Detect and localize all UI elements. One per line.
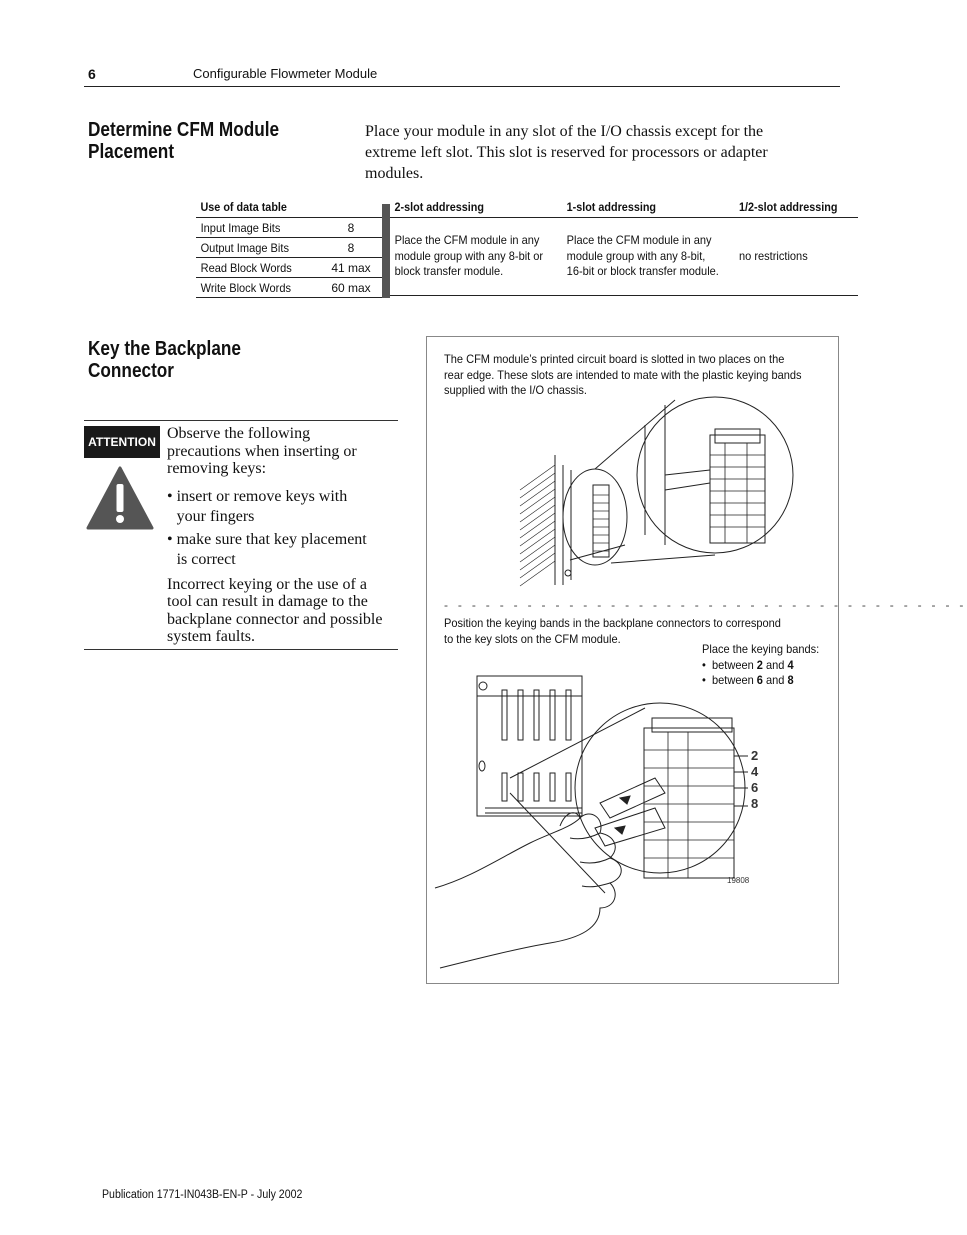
placement-para-line: modules. — [365, 165, 424, 182]
keying-bands-title: Place the keying bands: — [702, 642, 820, 656]
attention-text — [167, 425, 403, 646]
cell-line: module group with any 8-bit or — [394, 248, 544, 263]
position-number: 6 — [751, 780, 759, 795]
backplane-heading — [88, 338, 241, 382]
cell-line: block transfer module. — [394, 264, 504, 279]
connector-position-numbers — [751, 748, 758, 812]
row-label: Write Block Words — [200, 280, 291, 295]
backplane-heading-line1: Key the Backplane — [88, 338, 241, 360]
cell-1slot — [563, 233, 725, 280]
table-row — [196, 218, 382, 238]
cell-line: Place the CFM module in any — [394, 233, 540, 248]
col-1slot-header: 1-slot addressing — [566, 200, 656, 214]
col-halfslot-header: 1/2-slot addressing — [739, 200, 838, 214]
row-value: 8 — [347, 220, 355, 235]
cell-2slot — [390, 233, 549, 280]
caption-line: The CFM module’s printed circuit board is slotted in two places on the — [444, 352, 785, 366]
figure-caption-top — [444, 352, 802, 399]
figure-id: 19808 — [727, 876, 750, 885]
attention-line: make sure that key placement — [176, 530, 367, 548]
cell-line: module group with any 8-bit, — [566, 248, 705, 263]
attention-bottom-rule — [84, 649, 398, 650]
cell-line: Place the CFM module in any — [566, 233, 712, 248]
attention-line: is correct — [176, 551, 236, 568]
publication-footer: Publication 1771-IN043B-EN-P - July 2002 — [102, 1189, 303, 1201]
attention-badge: ATTENTION — [84, 426, 160, 458]
cell-halfslot: no restrictions — [739, 248, 808, 263]
keying-band-item: • between 2 and 4 — [702, 657, 794, 672]
row-value: 8 — [347, 240, 355, 255]
caption-line: rear edge. These slots are intended to mate with the plastic keying bands — [444, 367, 802, 382]
attention-line: backplane connector and possible — [167, 610, 383, 628]
keying-band-insertion-illustration — [430, 668, 770, 980]
warning-triangle-icon — [86, 466, 154, 530]
caption-line: Position the keying bands in the backplane connectors to correspond — [444, 616, 781, 630]
table-row — [196, 238, 382, 258]
placement-heading — [88, 119, 279, 163]
position-number: 4 — [751, 764, 759, 779]
attention-line: Incorrect keying or the use of a — [167, 575, 367, 593]
table-row — [196, 278, 382, 298]
backplane-heading-line2: Connector — [88, 360, 174, 382]
bullet-dot-icon: • — [167, 530, 173, 548]
caption-line: supplied with the I/O chassis. — [444, 383, 587, 397]
page-number: 6 — [88, 66, 96, 82]
attention-line: insert or remove keys with — [176, 487, 348, 505]
attention-line: precautions when inserting or — [167, 442, 357, 460]
attention-line: removing keys: — [167, 460, 267, 477]
row-label: Input Image Bits — [200, 220, 281, 235]
cell-line: 16-bit or block transfer module. — [566, 264, 719, 279]
attention-line: tool can result in damage to the — [167, 593, 368, 610]
attention-line: Observe the following — [167, 425, 311, 442]
running-header-title: Configurable Flowmeter Module — [193, 66, 378, 81]
table-separator-bar — [382, 204, 390, 298]
row-value: 60 max — [331, 280, 371, 295]
attention-line: your fingers — [176, 508, 255, 525]
attention-bullet — [167, 531, 403, 569]
header-rule — [84, 86, 840, 87]
module-slot-illustration — [515, 395, 785, 595]
placement-paragraph — [365, 121, 768, 184]
position-number: 2 — [751, 748, 759, 763]
keying-band-item: • between 6 and 8 — [702, 673, 794, 687]
placement-heading-line2: Placement — [88, 141, 175, 163]
placement-para-line: Place your module in any slot of the I/O chassis except for the — [365, 123, 764, 140]
col-2slot-header: 2-slot addressing — [394, 200, 484, 214]
caption-line: to the key slots on the CFM module. — [444, 631, 621, 646]
row-value: 41 max — [331, 260, 371, 275]
placement-heading-line1: Determine CFM Module — [88, 119, 280, 141]
figure-dashed-divider: - - - - - - - - - - - - - - - - - - - - - - - - - - - - - - - - - - - - - - — [444, 598, 967, 612]
use-of-data-table-header: Use of data table — [200, 200, 287, 214]
position-number: 8 — [751, 796, 759, 811]
placement-para-line: extreme left slot. This slot is reserved for processors or adapter — [365, 144, 768, 161]
row-label: Output Image Bits — [200, 240, 289, 255]
row-label: Read Block Words — [200, 260, 292, 275]
attention-line: system faults. — [167, 628, 255, 645]
attention-bullet — [167, 488, 403, 526]
table-row — [196, 258, 382, 278]
bullet-dot-icon: • — [167, 487, 173, 505]
attention-top-rule — [84, 420, 398, 421]
